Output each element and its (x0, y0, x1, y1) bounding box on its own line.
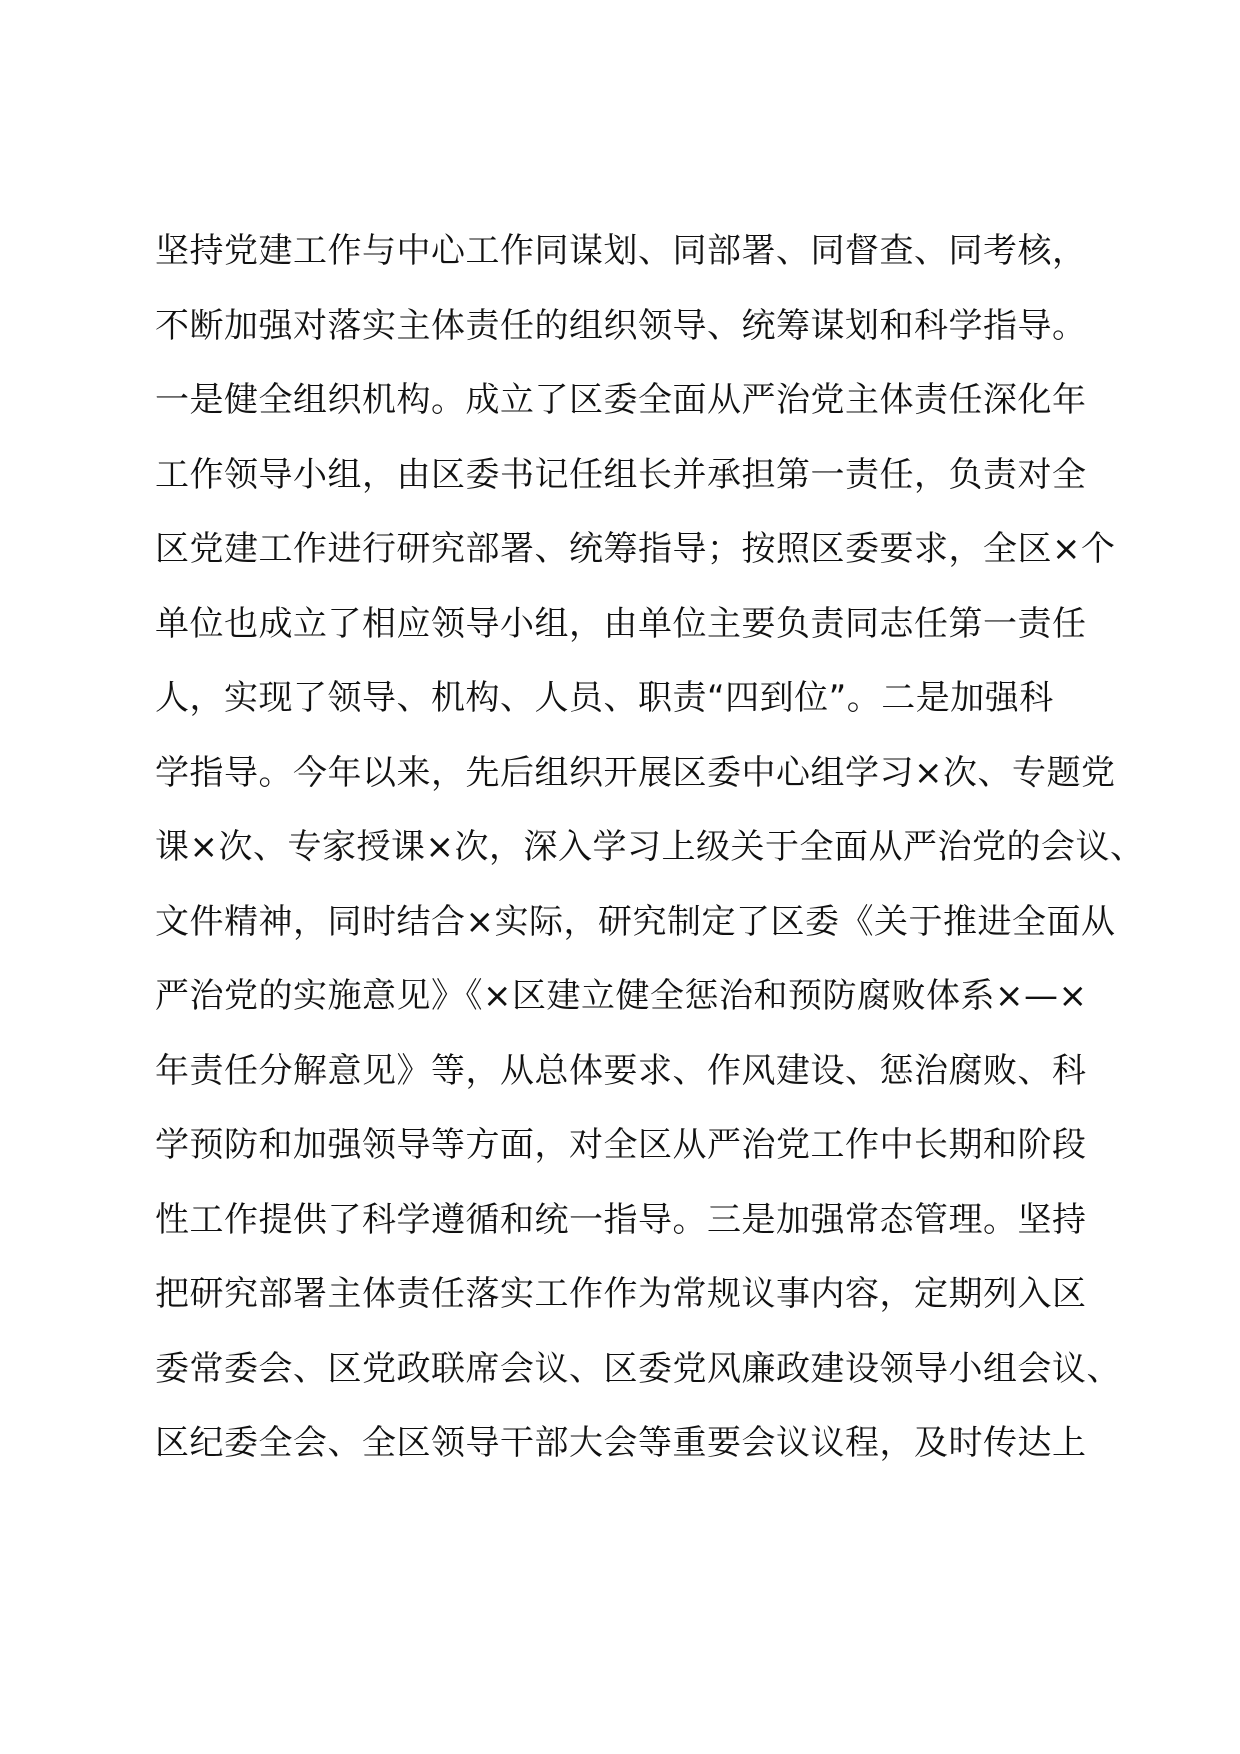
text-line: 委常委会、区党政联席会议、区委党风廉政建设领导小组会议、 (155, 1348, 1121, 1389)
text-line: 工作领导小组，由区委书记任组长并承担第一责任，负责对全 (155, 454, 1087, 495)
text-line: 把研究部署主体责任落实工作作为常规议事内容，定期列入区 (155, 1274, 1087, 1314)
text-line: 区纪委全会、全区领导干部大会等重要会议议程，及时传达上 (155, 1423, 1087, 1463)
text-line: 严治党的实施意见》《×区建立健全惩治和预防腐败体系×—× (155, 976, 1088, 1016)
text-line: 学预防和加强领导等方面，对全区从严治党工作中长期和阶段 (155, 1125, 1087, 1165)
text-line: 一是健全组织机构。成立了区委全面从严治党主体责任深化年 (155, 380, 1087, 420)
text-line: 坚持党建工作与中心工作同谋划、同部署、同督查、同考核， (155, 231, 1087, 271)
body-text (155, 214, 1145, 1481)
text-line: 性工作提供了科学遵循和统一指导。三是加强常态管理。坚持 (155, 1199, 1087, 1240)
text-line: 文件精神，同时结合×实际，研究制定了区委《关于推进全面从 (155, 901, 1116, 942)
text-line: 人，实现了领导、机构、人员、职责“四到位”。二是加强科 (155, 678, 1054, 718)
text-line: 学指导。今年以来，先后组织开展区委中心组学习×次、专题党 (155, 752, 1116, 793)
text-line: 区党建工作进行研究部署、统筹指导；按照区委要求，全区×个 (155, 529, 1116, 569)
text-line: 单位也成立了相应领导小组，由单位主要负责同志任第一责任 (155, 603, 1087, 644)
text-line: 年责任分解意见》等，从总体要求、作风建设、惩治腐败、科 (155, 1050, 1087, 1091)
text-line: 课×次、专家授课×次，深入学习上级关于全面从严治党的会议、 (155, 827, 1145, 867)
text-line: 不断加强对落实主体责任的组织领导、统筹谋划和科学指导。 (155, 305, 1087, 346)
